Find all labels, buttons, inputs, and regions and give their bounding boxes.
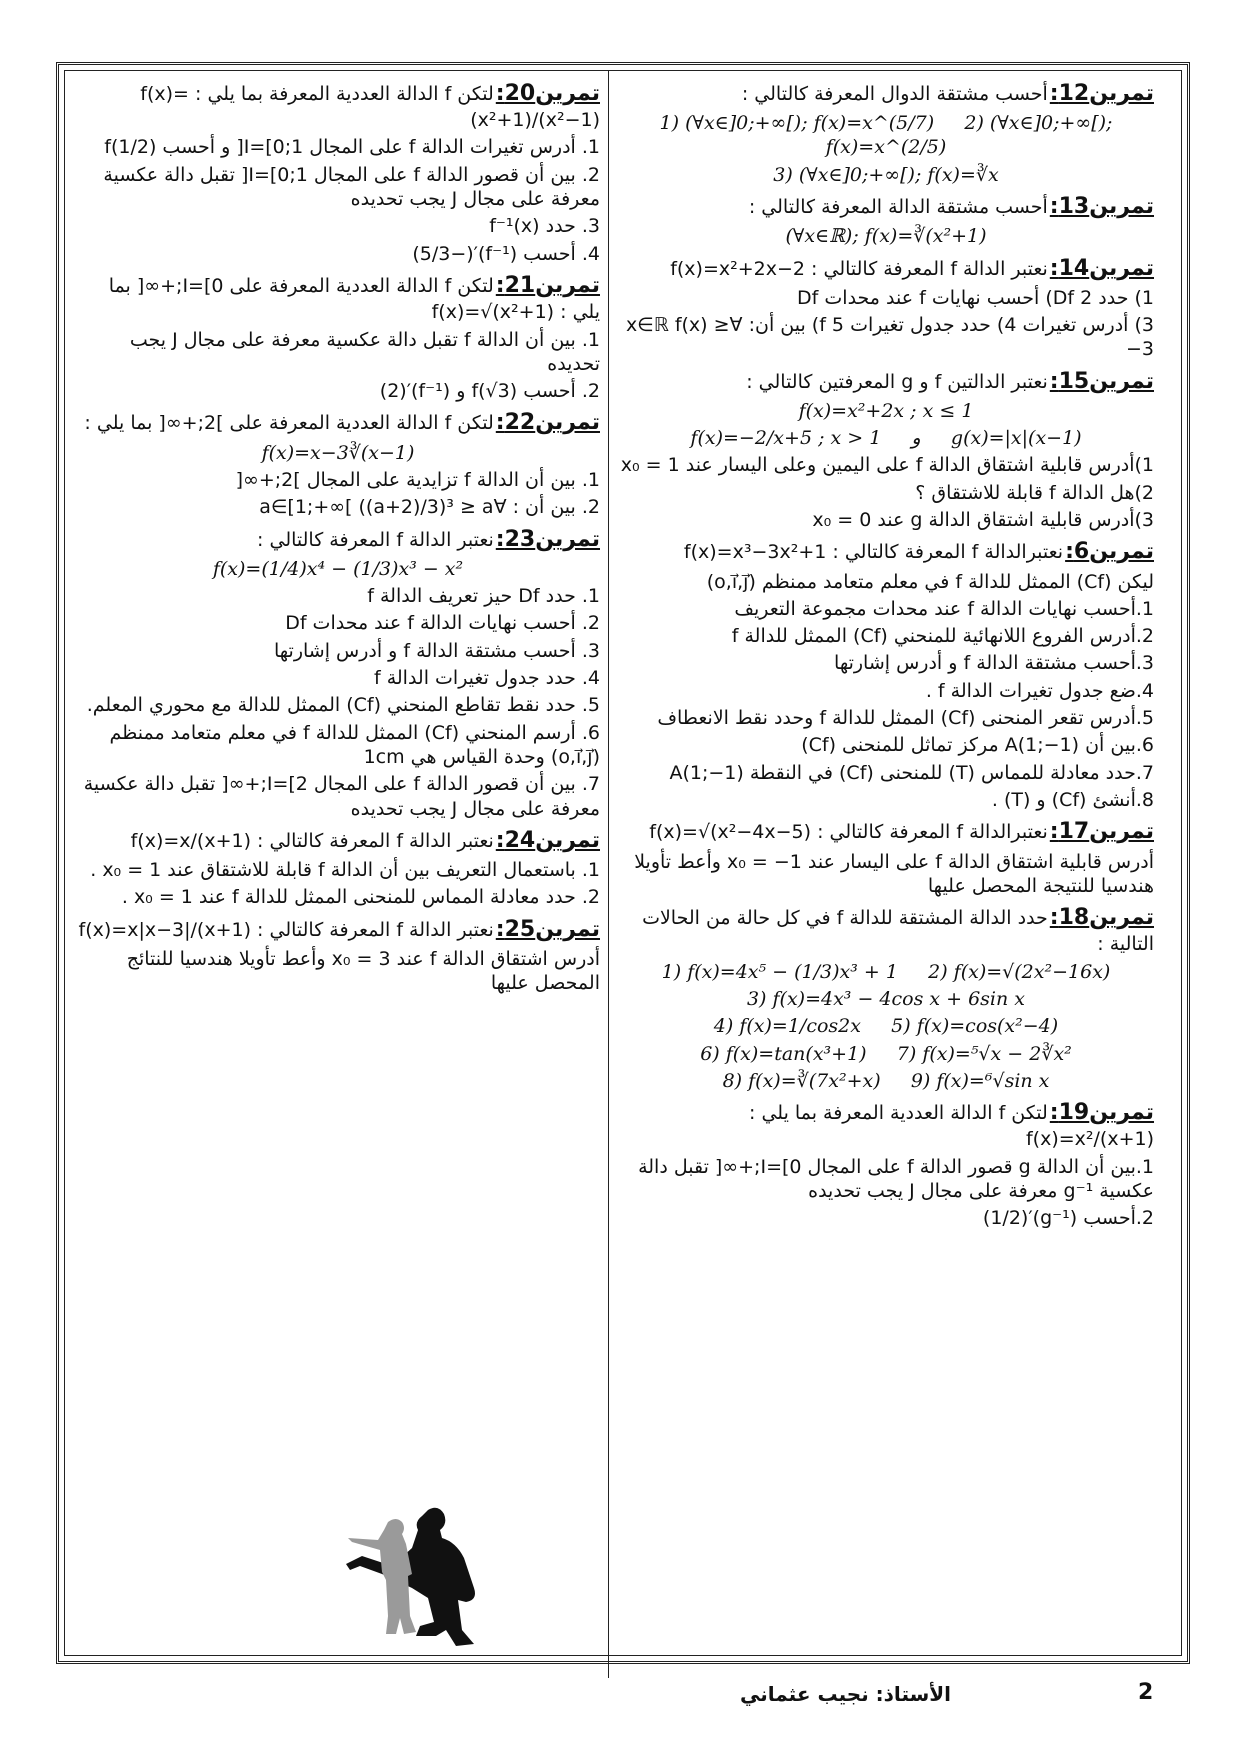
exercise-block bbox=[618, 818, 1154, 898]
exercise-item: 2. بين أن قصور الدالة f على المجال I=[0;1[ تقبل دالة عكسية معرفة على مجال J يجب تحديده bbox=[103, 163, 600, 211]
exercise-title: تمرين21: bbox=[495, 273, 600, 299]
exercise-block bbox=[618, 1099, 1154, 1230]
exercise-title: تمرين12: bbox=[1049, 81, 1154, 106]
exercise-header-line bbox=[618, 368, 1154, 396]
exercise-header-line bbox=[76, 272, 600, 324]
exercise-items bbox=[76, 584, 600, 821]
formula-line: f(x)=−2/x+5 ; x > 1 و g(x)=|x|(x−1) bbox=[690, 427, 1082, 450]
exercise-title: تمرين20: bbox=[495, 81, 600, 106]
exercise-items bbox=[618, 850, 1154, 899]
exercise-intro: نعتبر الدالة f المعرفة كالتالي : bbox=[257, 528, 494, 551]
page-number: 2 bbox=[1138, 1680, 1154, 1705]
exercise-item: 1.أحسب نهايات الدالة f عند محدات مجموعة التعريف bbox=[734, 597, 1154, 620]
exercise-title: تمرين15: bbox=[1049, 368, 1154, 394]
exercise-items bbox=[76, 947, 600, 996]
exercise-title: تمرين22: bbox=[495, 410, 600, 436]
exercise-intro: أحسب مشتقة الدالة المعرفة كالتالي : bbox=[748, 196, 1048, 219]
formula-line: 3) f(x)=4x³ − 4cos x + 6sin x bbox=[746, 987, 1026, 1010]
exercise-item: 5. حدد نقط تقاطع المنحني (Cf) الممثل للدالة مع محوري المعلم. bbox=[86, 694, 600, 717]
right-column bbox=[618, 78, 1154, 1237]
formula-line: 1) f(x)=4x⁵ − (1/3)x³ + 1 2) f(x)=√(2x²−16x) bbox=[661, 960, 1111, 983]
exercise-item: 3)أدرس قابلية اشتقاق الدالة g عند x₀ = 0 bbox=[812, 509, 1154, 532]
exercise-item: 1. بين أن الدالة f تزايدية على المجال ]2;+∞[ bbox=[235, 468, 600, 491]
exercise-item: 1) حدد Df 2) أحسب نهايات f عند محدات Df bbox=[797, 286, 1154, 309]
exercise-block bbox=[618, 80, 1154, 187]
exercise-title: تمرين14: bbox=[1049, 255, 1154, 281]
exercise-header-line bbox=[76, 80, 600, 132]
exercise-item: 2. بين أن : ∀a∈[1;+∞[ ((a+2)/3)³ ≥ a bbox=[259, 496, 600, 519]
exercise-intro: نعتبرالدالة f المعرفة كالتالي : f(x)=√(x²−4x−5) bbox=[649, 821, 1048, 844]
exercise-intro: لتكن f الدالة العددية المعرفة على ]2;+∞[ بما يلي : bbox=[84, 412, 494, 435]
formula-line: f(x)=(1/4)x⁴ − (1/3)x³ − x² bbox=[212, 557, 464, 580]
exercise-item: 8.أنشئ (Cf) و (T) . bbox=[991, 789, 1154, 812]
exercise-items bbox=[76, 858, 600, 910]
exercise-title: تمرين24: bbox=[495, 827, 600, 853]
formula-line: 8) f(x)=∛(7x²+x) 9) f(x)=⁶√sin x bbox=[722, 1069, 1050, 1092]
exercise-item: 4. أحسب (f⁻¹)′(−5/3) bbox=[412, 242, 600, 265]
exercise-header-line bbox=[618, 1099, 1154, 1151]
exercise-item: 1.بين أن الدالة g قصور الدالة f على المجال I=[0;+∞[ تقبل دالة عكسية g⁻¹ معرفة على مجال J يجب تحديده bbox=[638, 1155, 1154, 1202]
exercise-block bbox=[76, 526, 600, 821]
exercise-item: 1)أدرس قابلية اشتقاق الدالة f على اليمين وعلى اليسار عند x₀ = 1 bbox=[620, 454, 1154, 477]
exercise-item: 4. حدد جدول تغيرات الدالة f bbox=[373, 666, 600, 689]
formula-line: (∀x∈ℝ); f(x)=∛(x²+1) bbox=[785, 225, 987, 248]
exercise-items bbox=[76, 135, 600, 266]
exercise-item: 2. حدد معادلة المماس للمنحنى الممثل للدالة f عند x₀ = 1 . bbox=[121, 886, 600, 909]
exercise-title: تمرين19: bbox=[1049, 1100, 1154, 1126]
exercise-intro: لتكن f الدالة العددية المعرفة بما يلي : f(x)=(x²+1)/(x²−1) bbox=[140, 83, 600, 132]
exercise-items bbox=[76, 468, 600, 520]
exercise-intro: نعتبر الدالة f المعرفة كالتالي : f(x)=x|x−3|/(x+1) bbox=[78, 918, 494, 941]
exercise-item: 1. أدرس تغيرات الدالة f على المجال I=[0;1[ و أحسب f(1/2) bbox=[104, 136, 600, 159]
exercise-title: تمرين23: bbox=[495, 526, 600, 552]
formula-line: 4) f(x)=1/cos2x 5) f(x)=cos(x²−4) bbox=[713, 1015, 1059, 1038]
exercise-item: 2.أحسب (g⁻¹)′(1/2) bbox=[982, 1207, 1154, 1230]
formula-line: 1) (∀x∈]0;+∞[); f(x)=x^(5/7) 2) (∀x∈]0;+∞[); f(x)=x^(2/5) bbox=[659, 112, 1119, 159]
exercise-intro: لتكن f الدالة العددية المعرفة على I=[0;+∞[ بما يلي : f(x)=√(x²+1) bbox=[108, 275, 600, 324]
exercise-item: 2.أدرس الفروع اللانهائية للمنحني (Cf) الممثل للدالة f bbox=[731, 625, 1154, 648]
exercise-block bbox=[618, 193, 1154, 248]
exercise-header-line bbox=[618, 538, 1154, 566]
exercise-header-line bbox=[76, 409, 600, 437]
exercise-intro: أحسب مشتقة الدوال المعرفة كالتالي : bbox=[741, 83, 1048, 105]
exercise-item: 2)هل الدالة f قابلة للاشتقاق ؟ bbox=[915, 481, 1154, 504]
exercise-items bbox=[618, 453, 1154, 532]
teacher-name: الأستاذ: نجيب عثماني bbox=[740, 1682, 952, 1706]
exercise-block bbox=[76, 80, 600, 266]
exercise-header-line bbox=[76, 526, 600, 554]
exercise-intro: نعتبر الدالة f المعرفة كالتالي : f(x)=x/(x+1) bbox=[130, 829, 494, 852]
exercise-item: 7.حدد معادلة للمماس (T) للمنحنى (Cf) في النقطة A(1;−1) bbox=[669, 761, 1154, 784]
exercise-item: 4.ضع جدول تغيرات الدالة f . bbox=[925, 679, 1154, 702]
exercise-items bbox=[618, 286, 1154, 362]
left-column bbox=[76, 78, 600, 1001]
exercise-header-line bbox=[76, 827, 600, 855]
exercise-item: 3. أحسب مشتقة الدالة f و أدرس إشارتها bbox=[274, 639, 600, 662]
exercise-block bbox=[618, 368, 1154, 533]
exercise-item: 6.بين أن A(1;−1) مركز تماثل للمنحنى (Cf) bbox=[801, 734, 1154, 757]
exercise-intro: نعتبرالدالة f المعرفة كالتالي : f(x)=x³−3x²+1 bbox=[683, 541, 1064, 564]
exercise-header-line bbox=[618, 80, 1154, 108]
exercise-item: 1. حدد Df حيز تعريف الدالة f bbox=[367, 585, 600, 607]
formula-line: f(x)=x−3∛(x−1) bbox=[261, 441, 415, 464]
exercise-item: 1. بين أن الدالة f تقبل دالة عكسية معرفة على مجال J يجب تحديده bbox=[129, 328, 600, 375]
exercise-items bbox=[618, 1155, 1154, 1231]
exercise-intro: نعتبر الدالة f المعرفة كالتالي : f(x)=x²+2x−2 bbox=[670, 257, 1048, 280]
exercise-block bbox=[76, 827, 600, 910]
exercise-title: تمرين18: bbox=[1049, 905, 1154, 931]
exercise-header-line bbox=[618, 193, 1154, 221]
exercise-header-line bbox=[618, 904, 1154, 956]
exercise-item: 2. أحسب f(√3) و (f⁻¹)′(2) bbox=[379, 380, 600, 403]
exercise-title: تمرين25: bbox=[495, 916, 600, 942]
exercise-intro: حدد الدالة المشتقة للدالة f في كل حالة من الحالات التالية : bbox=[642, 907, 1154, 956]
exercise-item: أدرس قابلية اشتقاق الدالة f على اليسار عند x₀ = −1 وأعط تأويلا هندسيا للنتيجة المحصل عليها bbox=[634, 850, 1154, 897]
exercise-items bbox=[618, 570, 1154, 813]
exercise-item: 5.أدرس تقعر المنحنى (Cf) الممثل للدالة f وحدد نقط الانعطاف bbox=[657, 707, 1154, 730]
exercise-item: أدرس اشتقاق الدالة f عند x₀ = 3 وأعط تأويلا هندسيا للنتائج المحصل عليها bbox=[126, 947, 600, 995]
exercise-item: ليكن (Cf) الممثل للدالة f في معلم متعامد ممنظم (o,i⃗,j⃗) bbox=[706, 570, 1154, 593]
teacher-student-silhouette bbox=[310, 1500, 500, 1650]
exercise-intro: نعتبر الدالتين f و g المعرفتين كالتالي : bbox=[746, 370, 1048, 393]
column-divider bbox=[608, 70, 609, 1678]
exercise-block bbox=[618, 904, 1154, 1093]
exercise-block bbox=[76, 916, 600, 996]
exercise-item: 2. أحسب نهايات الدالة f عند محدات Df bbox=[285, 612, 600, 635]
exercise-item: 7. بين أن قصور الدالة f على المجال I=[2;+∞[ تقبل دالة عكسية معرفة على مجال J يجب تحديده bbox=[83, 773, 600, 820]
exercise-block bbox=[76, 272, 600, 403]
formula-line: f(x)=x²+2x ; x ≤ 1 bbox=[798, 399, 974, 422]
exercise-items bbox=[76, 328, 600, 404]
exercise-block bbox=[76, 409, 600, 519]
exercise-header-line bbox=[76, 916, 600, 944]
exercise-block bbox=[618, 538, 1154, 812]
exercise-item: 3. حدد f⁻¹(x) bbox=[489, 215, 600, 238]
page-footer bbox=[0, 1678, 1240, 1718]
exercise-item: 3.أحسب مشتقة الدالة f و أدرس إشارتها bbox=[834, 652, 1154, 675]
exercise-block bbox=[618, 255, 1154, 362]
exercise-title: تمرين6: bbox=[1065, 539, 1154, 565]
exercise-item: 6. أرسم المنحني (Cf) الممثل للدالة f في معلم متعامد ممنظم (o,i⃗,j⃗) وحدة القياس هي 1cm bbox=[109, 721, 600, 768]
exercise-header-line bbox=[618, 255, 1154, 283]
exercise-title: تمرين17: bbox=[1049, 819, 1154, 845]
exercise-item: 1. باستعمال التعريف بين أن الدالة f قابلة للاشتقاق عند x₀ = 1 . bbox=[90, 858, 600, 881]
formula-line: 6) f(x)=tan(x³+1) 7) f(x)=⁵√x − 2∛x² bbox=[700, 1042, 1072, 1065]
formula-line: 3) (∀x∈]0;+∞[); f(x)=∛x bbox=[773, 163, 999, 186]
exercise-title: تمرين13: bbox=[1049, 194, 1154, 220]
exercise-intro: لتكن f الدالة العددية المعرفة بما يلي : f(x)=x²/(x+1) bbox=[749, 1102, 1154, 1151]
exercise-item: 3) أدرس تغيرات 4) حدد جدول تغيرات f 5) بين أن: ∀x∈ℝ f(x) ≥ −3 bbox=[625, 314, 1154, 361]
exercise-header-line bbox=[618, 818, 1154, 846]
